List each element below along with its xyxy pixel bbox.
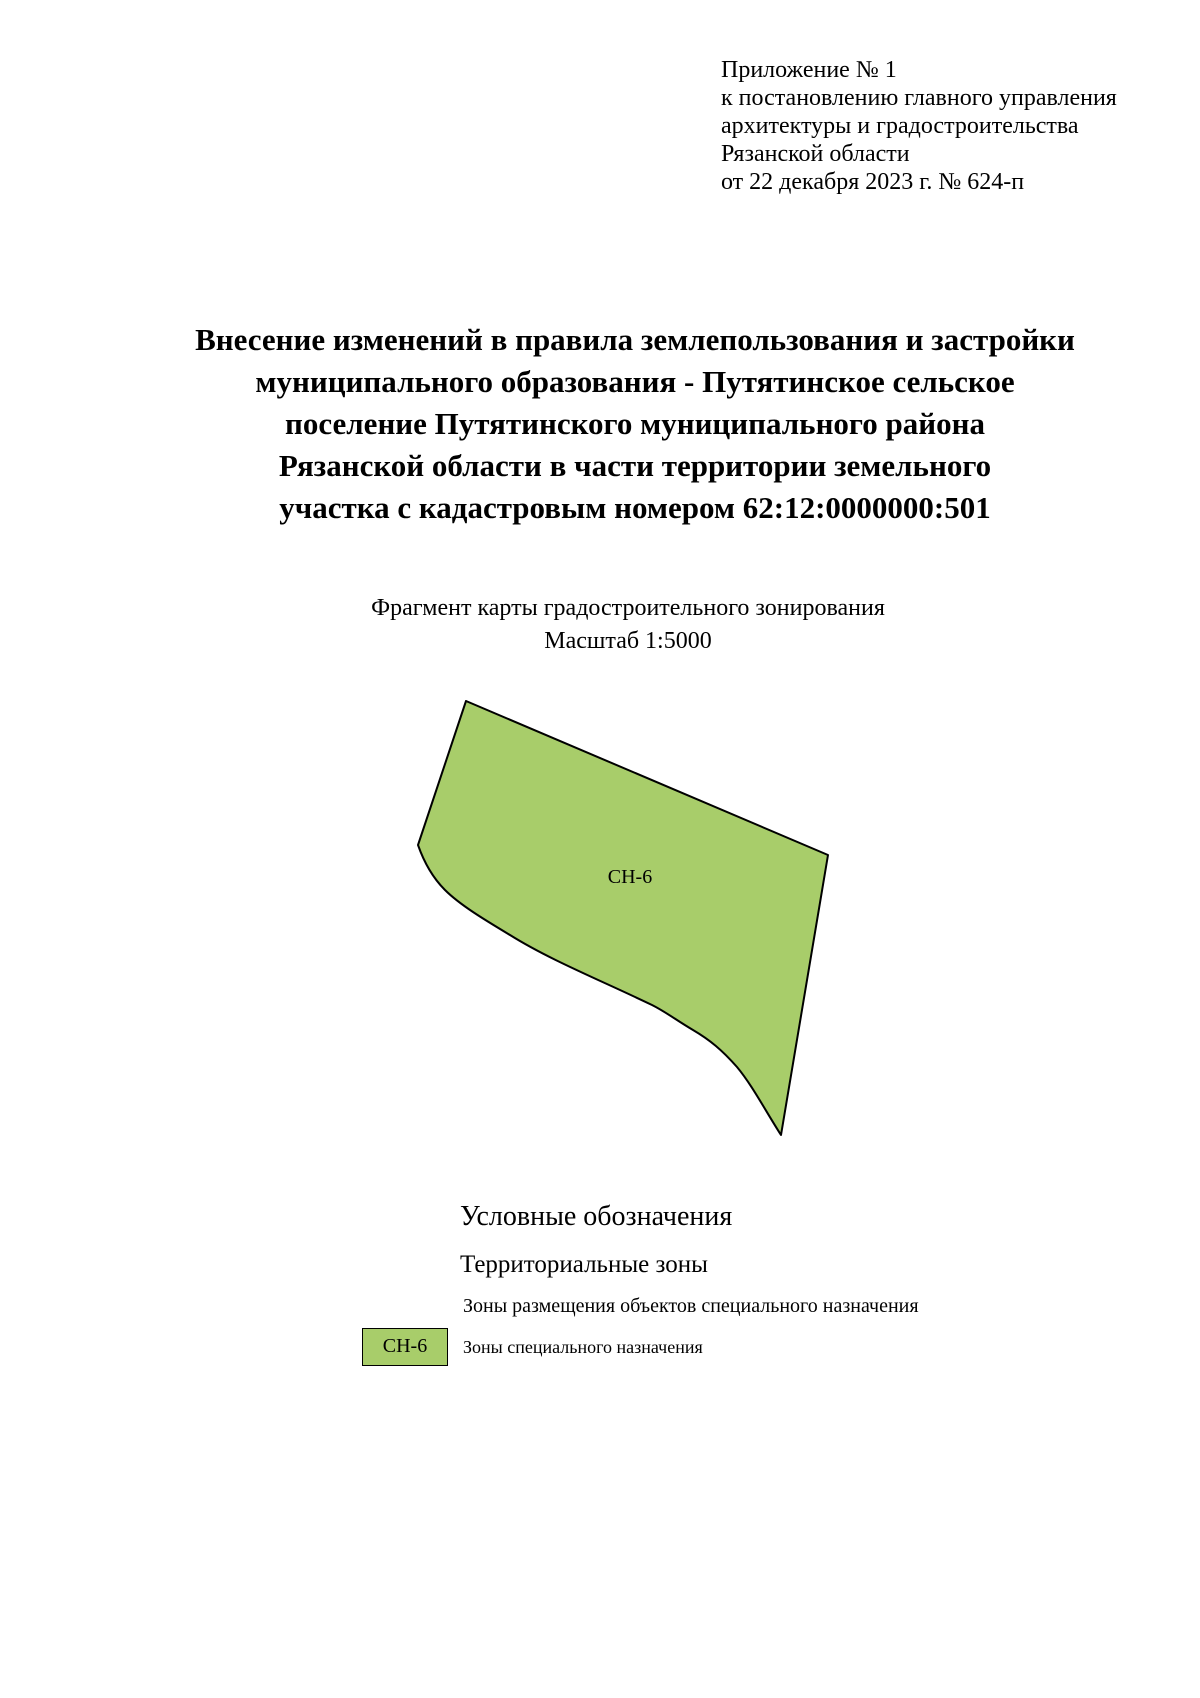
appendix-line: к постановлению главного управления <box>721 85 1117 111</box>
appendix-line: архитектуры и градостроительства <box>721 113 1079 139</box>
title-line: муниципального образования - Путятинское сельское <box>255 364 1015 399</box>
legend-swatch-code: СН-6 <box>382 1335 428 1357</box>
map-caption: Фрагмент карты градостроительного зонирования <box>371 595 885 621</box>
appendix-line: Приложение № 1 <box>721 57 897 83</box>
legend-subtitle: Территориальные зоны <box>460 1251 708 1278</box>
title-line: участка с кадастровым номером 62:12:0000000:501 <box>279 490 991 525</box>
appendix-line: Рязанской области <box>721 141 910 167</box>
legend-item-label: Зоны специального назначения <box>463 1337 703 1357</box>
title-line: поселение Путятинского муниципального района <box>285 406 985 441</box>
map-scale: Масштаб 1:5000 <box>544 628 712 654</box>
legend-group-label: Зоны размещения объектов специального назначения <box>463 1295 919 1317</box>
legend-title: Условные обозначения <box>460 1201 733 1232</box>
appendix-line: от 22 декабря 2023 г. № 624-п <box>721 169 1025 195</box>
title-line: Рязанской области в части территории земельного <box>278 448 992 483</box>
zone-polygon-sn6 <box>418 701 828 1135</box>
legend-swatch-sn6 <box>362 1328 448 1366</box>
zone-label: СН-6 <box>607 866 653 888</box>
title-line: Внесение изменений в правила землепользования и застройки <box>195 322 1075 357</box>
